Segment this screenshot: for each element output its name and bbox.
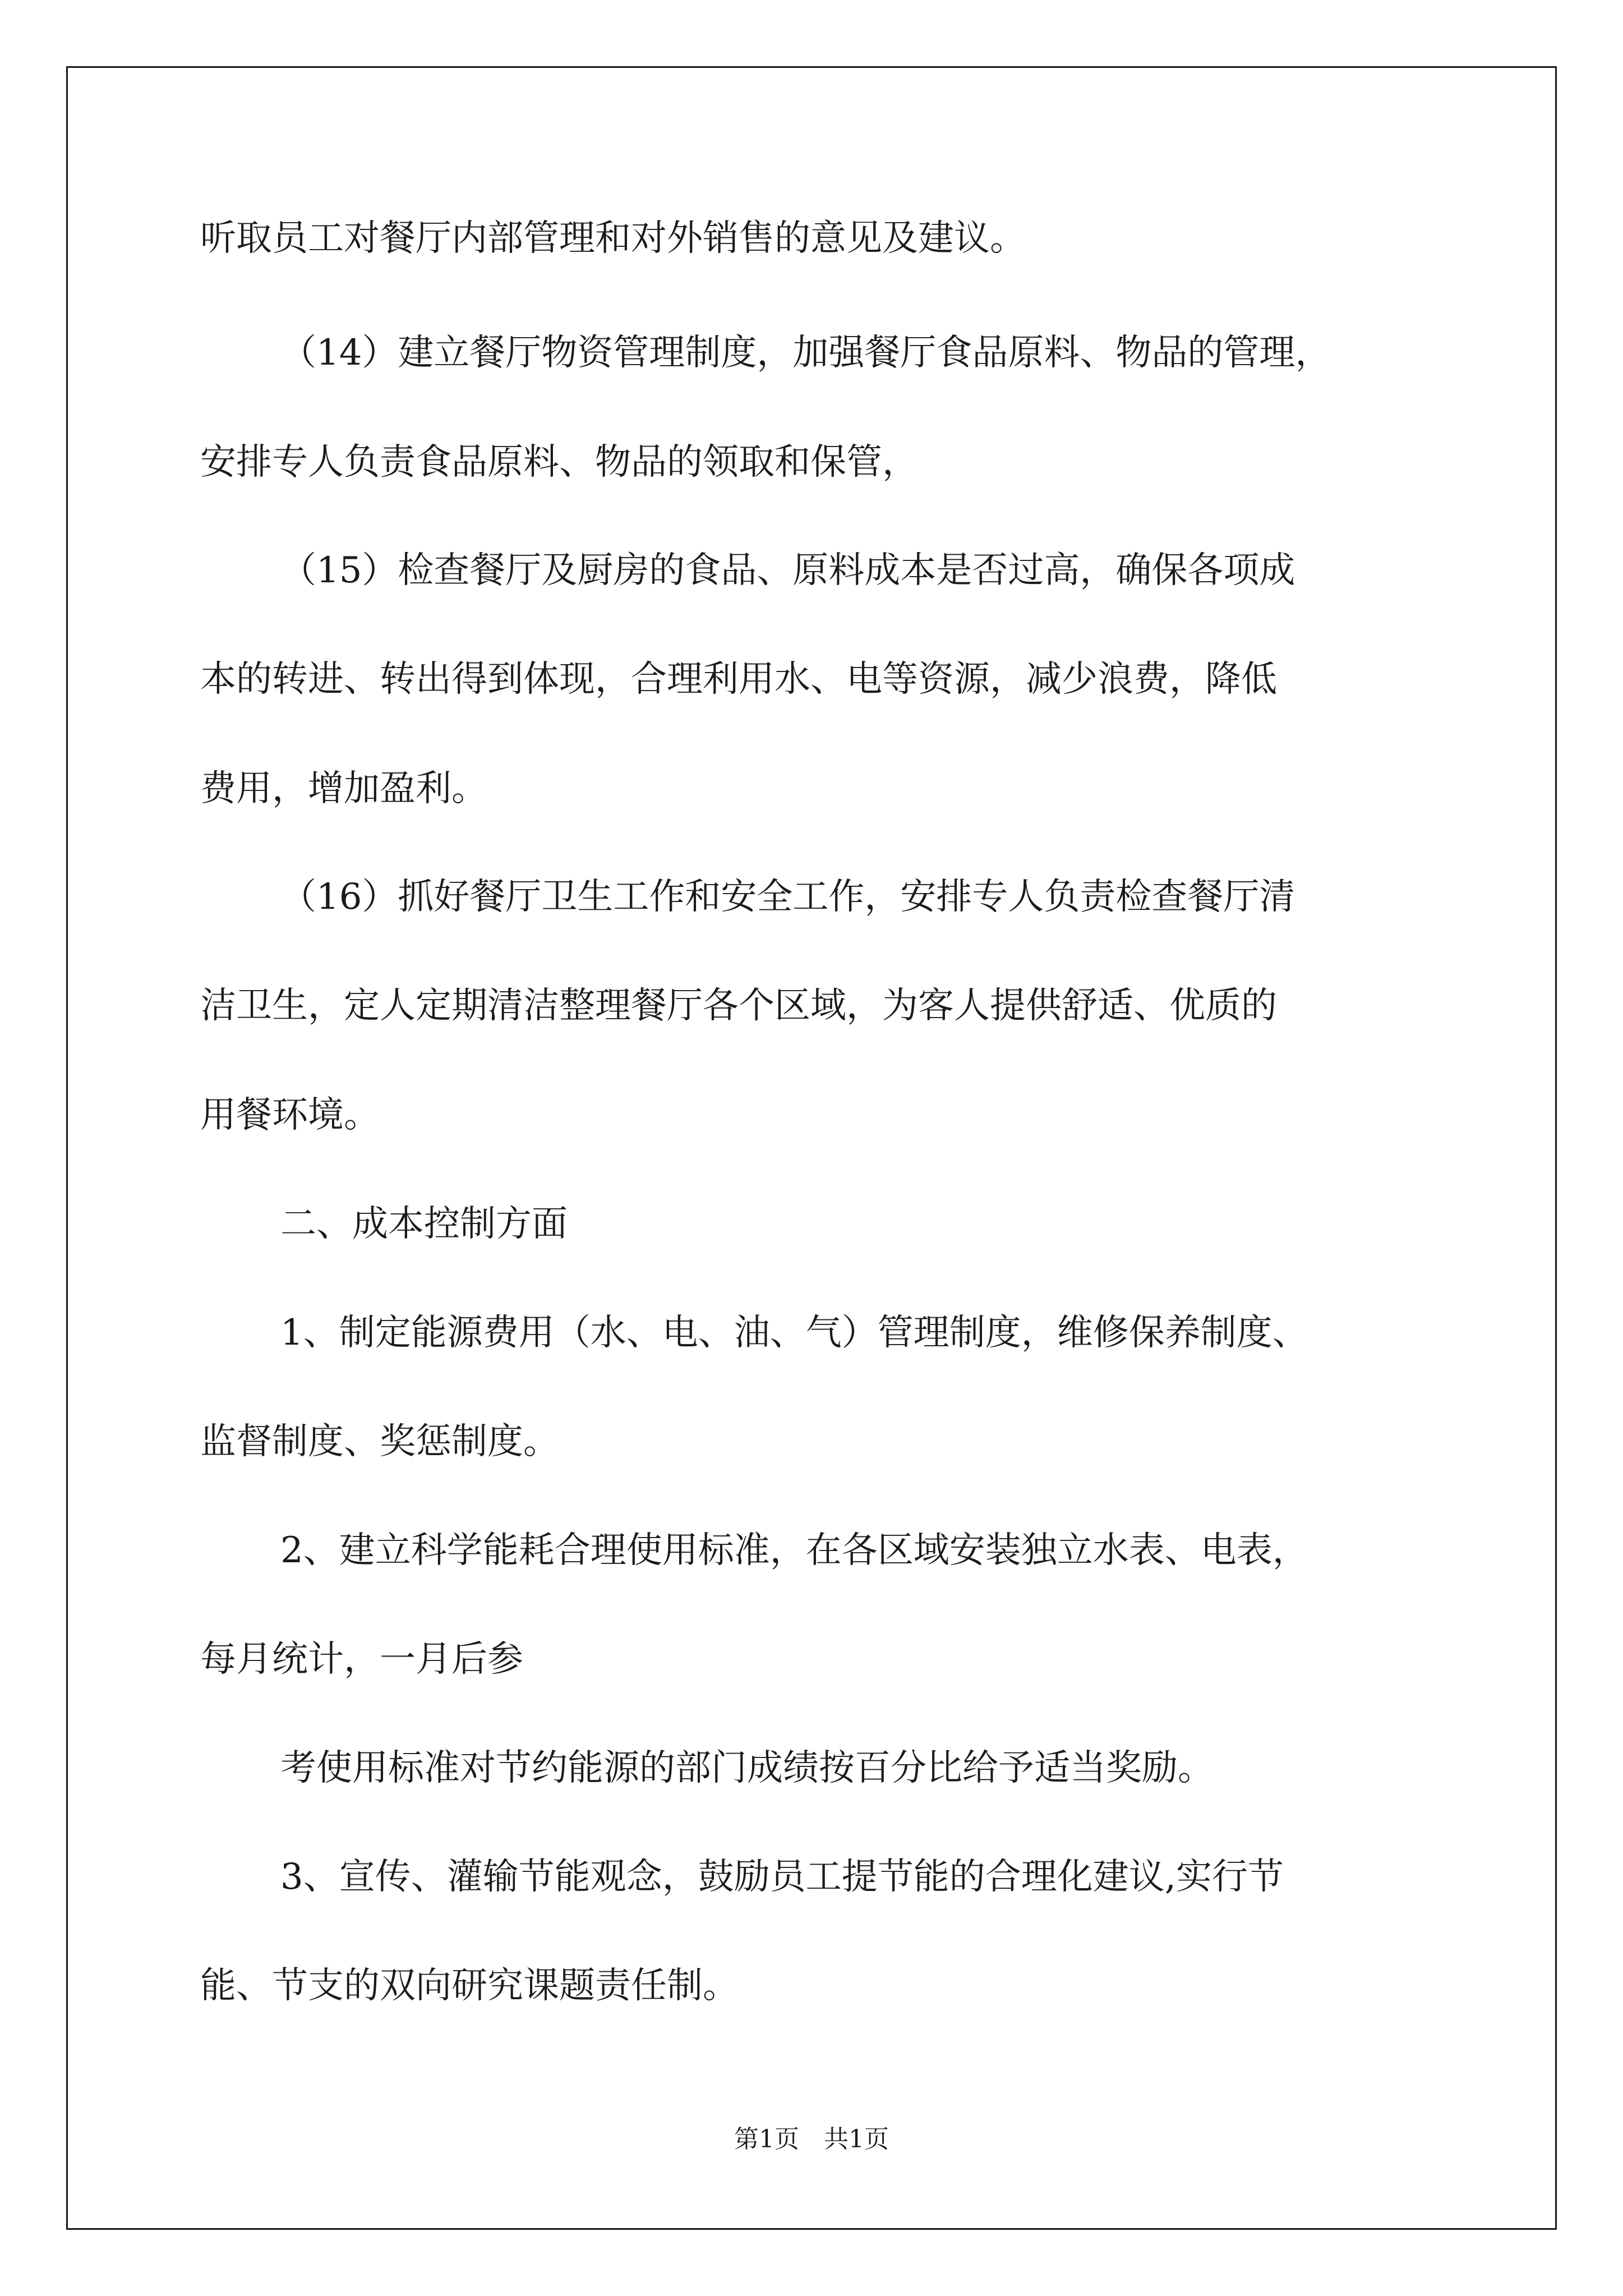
paragraph-line: （15）检查餐厅及厨房的食品、原料成本是否过高，确保各项成 [280,550,1295,591]
paragraph-line: 2、建立科学能耗合理使用标准，在各区域安装独立水表、电表， [280,1530,1308,1571]
paragraph-line: 用餐环境。 [200,1094,380,1136]
page-border [66,66,1557,2230]
paragraph-line: 3、宣传、灌输节能观念，鼓励员工提节能的合理化建议,实行节 [280,1856,1284,1898]
paragraph-line: （16）抓好餐厅卫生工作和安全工作，安排专人负责检查餐厅清 [280,876,1295,918]
section-heading: 二、成本控制方面 [280,1203,568,1245]
paragraph-line: 洁卫生，定人定期清洁整理餐厅各个区域，为客人提供舒适、优质的 [200,985,1277,1027]
paragraph-line: 每月统计，一月后参 [200,1639,523,1680]
paragraph-line: 安排专人负责食品原料、物品的领取和保管， [200,441,918,483]
paragraph-line: 监督制度、奖惩制度。 [200,1421,559,1462]
paragraph-line: 1、制定能源费用（水、电、油、气）管理制度，维修保养制度、 [280,1312,1308,1354]
paragraph-line: （14）建立餐厅物资管理制度，加强餐厅食品原料、物品的管理， [280,332,1331,374]
paragraph-line: 听取员工对餐厅内部管理和对外销售的意见及建议。 [200,218,1026,259]
paragraph-line: 费用，增加盈利。 [200,768,487,809]
page-number-footer: 第1页 共1页 [734,2125,889,2154]
paragraph-line: 考使用标准对节约能源的部门成绩按百分比给予适当奖励。 [280,1747,1214,1789]
paragraph-line: 本的转进、转出得到体现，合理利用水、电等资源，减少浪费，降低 [200,659,1277,700]
paragraph-line: 能、节支的双向研究课题责任制。 [200,1965,739,2007]
